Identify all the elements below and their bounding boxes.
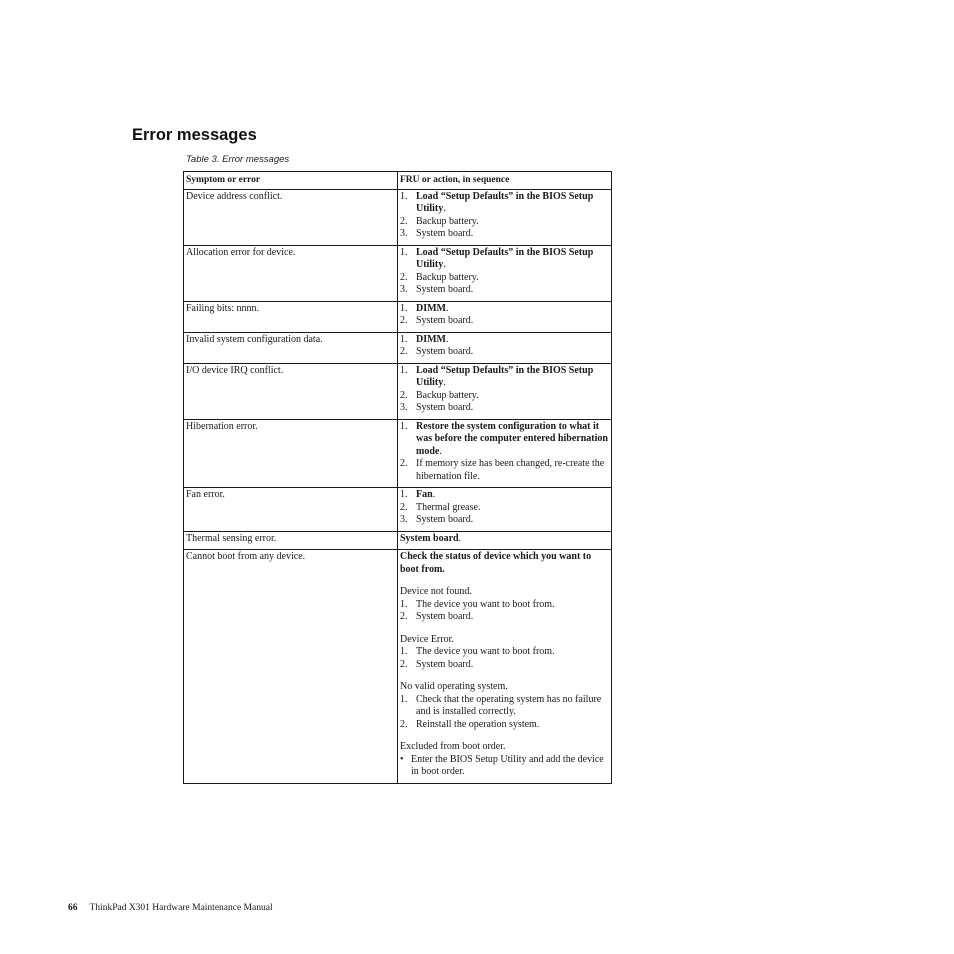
action-item: 2. System board. <box>400 658 474 670</box>
group-title: Device Error. <box>400 633 454 645</box>
action-item: 3. System board. <box>400 228 474 239</box>
group-title: Device not found. <box>400 586 472 597</box>
table-row <box>184 488 612 532</box>
action-cell <box>398 363 612 419</box>
action-item: 2. Backup battery. <box>400 215 479 227</box>
action-cell <box>398 419 612 488</box>
manual-title: ThinkPad X301 Hardware Maintenance Manual <box>89 903 273 913</box>
table-row <box>184 301 612 332</box>
symptom-cell: Thermal sensing error. <box>184 531 398 550</box>
action-item: 2. System board. <box>400 346 474 357</box>
symptom-cell: Hibernation error. <box>184 419 398 488</box>
symptom-cell: Fan error. <box>184 488 398 532</box>
action-cell <box>398 189 612 245</box>
table-row <box>184 550 612 784</box>
symptom-cell: I/O device IRQ conflict. <box>184 363 398 419</box>
symptom-cell: Cannot boot from any device. <box>184 550 398 784</box>
action-cell <box>398 332 612 363</box>
action-cell <box>398 301 612 332</box>
page-footer <box>68 903 273 913</box>
action-item: 1. DIMM. <box>400 333 449 345</box>
group-title: Excluded from boot order. <box>400 741 506 752</box>
action-intro: Check the status of device which you want to boot from. <box>400 551 592 575</box>
table-row <box>184 419 612 488</box>
action-item: 2. If memory size has been changed, re-create the hibernation file. <box>400 458 605 482</box>
symptom-cell: Invalid system configuration data. <box>184 332 398 363</box>
error-messages-table <box>183 171 612 784</box>
action-item: 1. Fan. <box>400 489 436 500</box>
action-cell: System board. <box>398 531 612 550</box>
action-item: 1. Check that the operating system has no failure and is installed correctly. <box>400 693 602 717</box>
table-caption: Table 3. Error messages <box>186 154 290 165</box>
action-item: 2. Backup battery. <box>400 271 479 283</box>
action-cell <box>398 245 612 301</box>
action-item: 1. Restore the system configuration to what it was before the computer entered hibernation mode. <box>400 420 608 457</box>
action-item: 3. System board. <box>400 284 474 295</box>
bullet-item: • Enter the BIOS Setup Utility and add the device in boot order. <box>400 753 604 777</box>
table-row <box>184 245 612 301</box>
table-row <box>184 332 612 363</box>
action-cell <box>398 550 612 784</box>
page-number: 66 <box>68 903 78 913</box>
table-row <box>184 189 612 245</box>
action-item: 2. Thermal grease. <box>400 501 481 513</box>
table-row <box>184 531 612 550</box>
column-header-symptom: Symptom or error <box>184 172 398 190</box>
action-item: 1. Load “Setup Defaults” in the BIOS Setup Utility. <box>400 246 594 270</box>
table-header-row <box>184 172 612 190</box>
action-item: 1. Load “Setup Defaults” in the BIOS Setup Utility. <box>400 190 594 214</box>
action-item: 1. DIMM. <box>400 302 449 314</box>
symptom-cell: Allocation error for device. <box>184 245 398 301</box>
action-item: 2. System board. <box>400 315 474 326</box>
action-cell <box>398 488 612 532</box>
symptom-cell: Device address conflict. <box>184 189 398 245</box>
column-header-action: FRU or action, in sequence <box>398 172 612 190</box>
group-title: No valid operating system. <box>400 681 508 692</box>
action-item: 1. The device you want to boot from. <box>400 598 555 610</box>
action-item: 2. Backup battery. <box>400 389 479 401</box>
action-item: 3. System board. <box>400 514 474 525</box>
symptom-cell: Failing bits: nnnn. <box>184 301 398 332</box>
action-item: 2. Reinstall the operation system. <box>400 718 540 730</box>
table-row <box>184 363 612 419</box>
action-item: 3. System board. <box>400 402 474 413</box>
section-heading: Error messages <box>132 126 257 144</box>
action-item: 1. Load “Setup Defaults” in the BIOS Setup Utility. <box>400 364 594 388</box>
action-item: 2. System board. <box>400 611 474 622</box>
action-item: 1. The device you want to boot from. <box>400 646 555 657</box>
